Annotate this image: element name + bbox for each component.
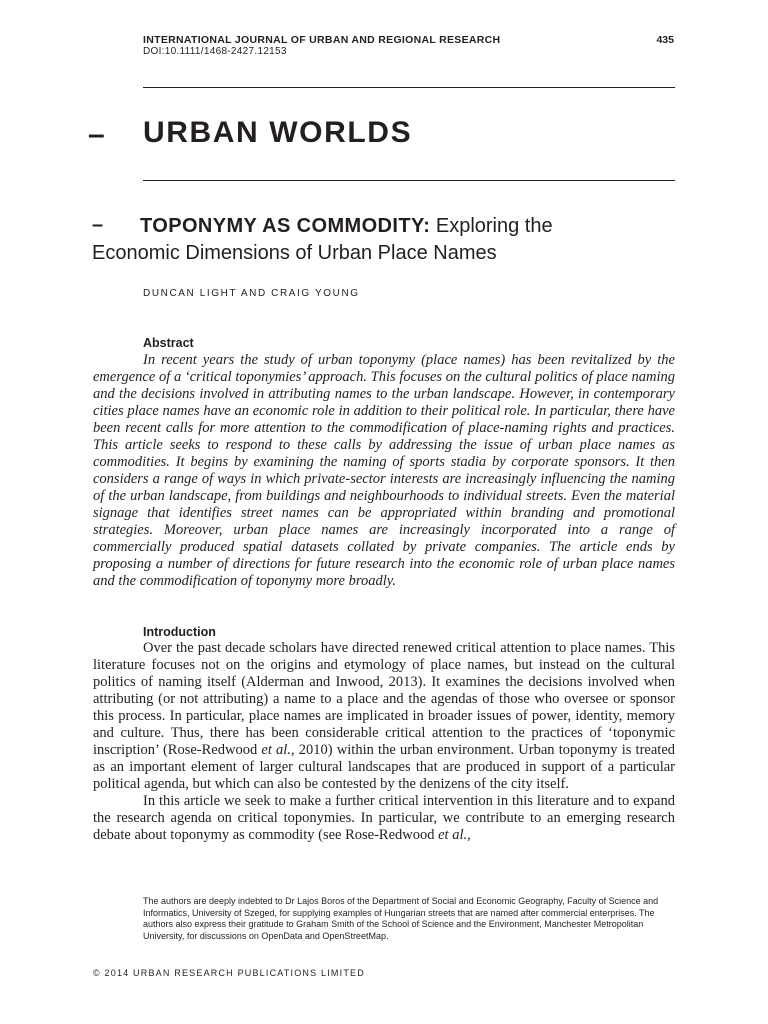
article-subtitle: Economic Dimensions of Urban Place Names [92,242,497,264]
intro-p1-b: , 2010) within the urban environment. Urban toponymy is treated as an important element of larger cultural landscapes that are produced in support of a particular political agenda, but which can also be contested by the denizens of the city itself. [93,742,675,792]
article-title-bold: TOPONYMY AS COMMODITY: [140,215,431,237]
journal-name: INTERNATIONAL JOURNAL OF URBAN AND REGIONAL RESEARCH [143,34,501,46]
top-rule [143,87,675,88]
doi: DOI:10.1111/1468-2427.12153 [143,46,287,57]
article-title-rest: Exploring the [430,215,553,237]
section-title: URBAN WORLDS [143,116,413,149]
abstract-text [93,352,675,590]
intro-p2-a: In this article we seek to make a further critical intervention in this literature and to expand the research agenda on critical toponymies. In particular, we contribute to an emerging research debate about toponymy as commodity (see Rose-Redwood [93,793,675,843]
intro-p2-b: , [467,827,471,843]
article-title [92,213,692,267]
section-rule [143,180,675,181]
intro-p1-a: Over the past decade scholars have directed renewed critical attention to place names. This literature focuses not on the origins and etymology of place names, but instead on the cultural politics of naming itself (Alderman and Inwood, 2013). It examines the decisions involved when attributing (or not attributing) a name to a place and the agendas of those who oversee or sponsor this process. In particular, place names are implicated in broader issues of power, identity, memory and culture. Thus, there has been considerable critical attention to the practices of ‘toponymic inscription’ (Rose-Redwood [93,640,675,758]
introduction-heading: Introduction [143,625,216,639]
copyright: © 2014 URBAN RESEARCH PUBLICATIONS LIMITED [93,968,365,978]
intro-paragraph-2 [93,793,675,844]
title-dash: – [92,214,104,236]
abstract-body: In recent years the study of urban toponymy (place names) has been revitalized by the emergence of a ‘critical toponymies’ approach. This focuses on the cultural politics of place naming and the decisions involved in attributing names to the urban landscape. However, in contemporary cities place names have an economic role in addition to their political role. In particular, there have been recent calls for more attention to the commodification of place-naming rights and practices. This article seeks to respond to these calls by addressing the issue of urban place names as commodities. It begins by examining the naming of sports stadia by corporate sponsors. It then considers a range of ways in which private-sector interests are increasingly influencing the naming of the urban landscape, from buildings and neighbourhoods to individual streets. Even the material signage that identifies street names can be appropriated within branding and promotional strategies. Moreover, urban place names are increasingly incorporated into a range of commercially produced spatial datasets collated by private companies. The article ends by proposing a number of directions for future research into the economic role of urban place names and the commodification of toponymy more broadly. [93,352,675,589]
page-number: 435 [656,34,674,46]
section-dash: – [88,118,105,151]
intro-p1-etal: et al. [261,742,291,758]
authors: DUNCAN LIGHT AND CRAIG YOUNG [143,288,360,299]
abstract-heading: Abstract [143,336,194,350]
acknowledgement-footnote: The authors are deeply indebted to Dr Lajos Boros of the Department of Social and Economic Geography, Faculty of Science and Informatics, University of Szeged, for supplying examples of Hungarian streets that are named after commercial enterprises. The authors also express their gratitude to Graham Smith of the School of Science and the Environment, Manchester Metropolitan University, for discussions on OpenData and OpenStreetMap. [143,896,659,941]
introduction-text [93,640,675,844]
intro-paragraph-1 [93,640,675,793]
intro-p2-etal: et al. [438,827,468,843]
